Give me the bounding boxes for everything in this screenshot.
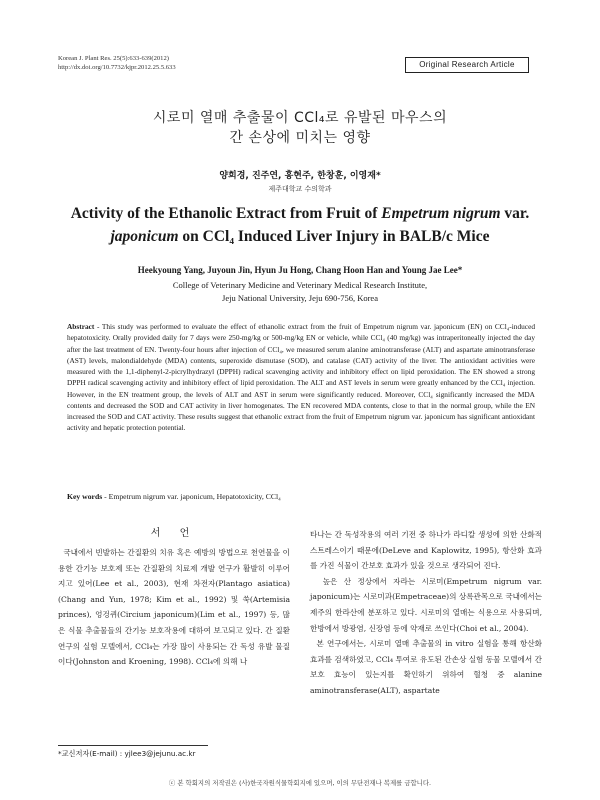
english-title-species: Empetrum nigrum [381,205,501,222]
english-title-var: var. [500,205,530,222]
doi-link[interactable]: http://dx.doi.org/10.7732/kjpr.2012.25.5.633 [58,64,176,71]
english-title-line-1 [0,205,600,223]
keywords-label: Key words [67,492,103,501]
english-authors: Heekyoung Yang, Juyoun Jin, Hyun Ju Hong, Chang Hoon Han and Young Jae Lee* [137,265,463,275]
keywords-text: - Empetrum nigrum var. japonicum, Hepatotoxicity, CCl₄ [102,492,281,501]
korean-authors: 양희경, 진주연, 홍현주, 한창훈, 이영재* [219,171,381,181]
korean-affiliation: 제주대학교 수의학과 [268,185,332,193]
journal-citation-block [58,54,176,72]
journal-citation: Korean J. Plant Res. 25(5):633-639(2012) [58,55,169,62]
english-title-variety: japonicum [110,228,179,245]
intro-paragraph-2: 타나는 간 독성작용의 여러 기전 중 하나가 라디칼 생성에 의한 산화적 스트레스이기 때문에(DeLeve and Kaplowitz, 1995), 항산화 효과를 가진 식물이 간보호 효과가 있을 것으로 생각되어 진다. [310,530,542,571]
section-heading-introduction: 서 언 [150,528,198,539]
intro-paragraph-4: 본 연구에서는, 시로미 열매 추출물의 in vitro 실험을 통해 항산화 효과를 검색하였고, CCl₄ 투여로 유도된 간손상 실험 동물 모델에서 간보호 효능이 있는지를 확인하기 위하여 혈청 중 alanine aminotransferase(ALT), aspartate [310,639,542,695]
corresponding-author-email: *교신저자(E-mail) : yjlee3@jejunu.ac.kr [58,749,196,758]
english-title-line-2 [0,228,600,246]
article-type-badge: Original Research Article [405,57,529,73]
english-title-rest: on CCl₄ Induced Liver Injury in BALB/c Mice [178,228,490,245]
english-affiliation-line-2: Jeju National University, Jeju 690-756, Korea [222,293,378,303]
abstract-text: - This study was performed to evaluate the effect of ethanolic extract from the fruit of Empetrum nigrum var. japonicum (EN) on CCl₄-induced hepatotoxicity. Orally provided daily for 7 days were 250-mg/kg or 500-mg/kg EN or vehicle, while CCl₄ (40 mg/kg) was intraperitoneally injected the day after the last treatment of EN. Twenty-four hours after injection of CCl₄, we measured serum alanine aminotransferase (ALT) and aspartate aminotransferase (AST) levels, malondialdehyde (MDA) contents, superoxide dismutase (SOD), and catalase (CAT) activity of the liver. The antioxidant activities were measured with the 1,1-diphenyl-2-picrylhydrazyl (DPPH) radical scavenging activity and inhibitory effect on lipid peroxidation. The EN showed a strong DPPH radical scavenging activity and inhibitory effect of lipid peroxidation. The ALT and AST levels in serum were greatly enhanced by the CCl₄ injection. However, in the EN treatment group, the levels of ALT and AST in serum were significantly reduced. Moreover, CCl₄ significantly increased the MDA contents and decreased the SOD and CAT activity in liver homogenates. The EN recovered MDA contents, close to that in the normal group, while the EN increased the SOD and CAT activity. These results suggest that ethanolic extract from the fruit of Empetrum nigrum var. japonicum has significant antioxidant activity and hepatic protection potential. [67,322,535,433]
abstract-label: Abstract [67,322,95,331]
english-affiliation-line-1: College of Veterinary Medicine and Veterinary Medical Research Institute, [172,280,428,290]
left-column [58,545,290,670]
keywords [67,492,537,501]
footnote-divider [58,745,208,746]
right-column [310,527,542,699]
copyright-notice: ⓒ 본 학회지의 저작권은 (사)한국자원식물학회지에 있으며, 이의 무단전재나 복제를 금합니다. [168,779,432,787]
english-title-part: Activity of the Ethanolic Extract from Fruit of [70,205,382,222]
abstract [67,321,535,434]
korean-title-line-1: 시로미 열매 추출물이 CCl₄로 유발된 마우스의 [152,110,448,126]
korean-title-line-2: 간 손상에 미치는 영향 [229,130,371,146]
intro-paragraph-3: 높은 산 정상에서 자라는 시로미(Empetrum nigrum var. japonicum)는 시로미과(Empetraceae)의 상록관목으로 국내에서는 제주의 한라산에 분포하고 있다. 시로미의 열매는 식용으로 사용되며, 한방에서 방광염, 신장염 등에 약재로 쓰인다(Choi et al., 2004). [310,576,542,633]
intro-paragraph-1: 국내에서 빈발하는 간질환의 치유 혹은 예방의 방법으로 천연물을 이용한 간기능 보호제 또는 간질환의 치료제 개발 연구가 활발히 이루어지고 있어(Lee et al., 2003), 현재 차전자(Plantago asiatica)(Chang and Yun, 1978; Kim et al., 1992) 및 쑥(Artemisia princes), 엉겅퀴(Circium japonicum)(Lim et al., 1997) 등, 많은 식물 추출물들의 간기능 보호작용에 대하여 보고되고 있다. 간 질환 연구의 실험 모델에서, CCl₄는 가장 많이 사용되는 간 독성 유발 물질이다(Johnston and Kroening, 1998). CCl₄에 의해 나 [58,548,290,667]
